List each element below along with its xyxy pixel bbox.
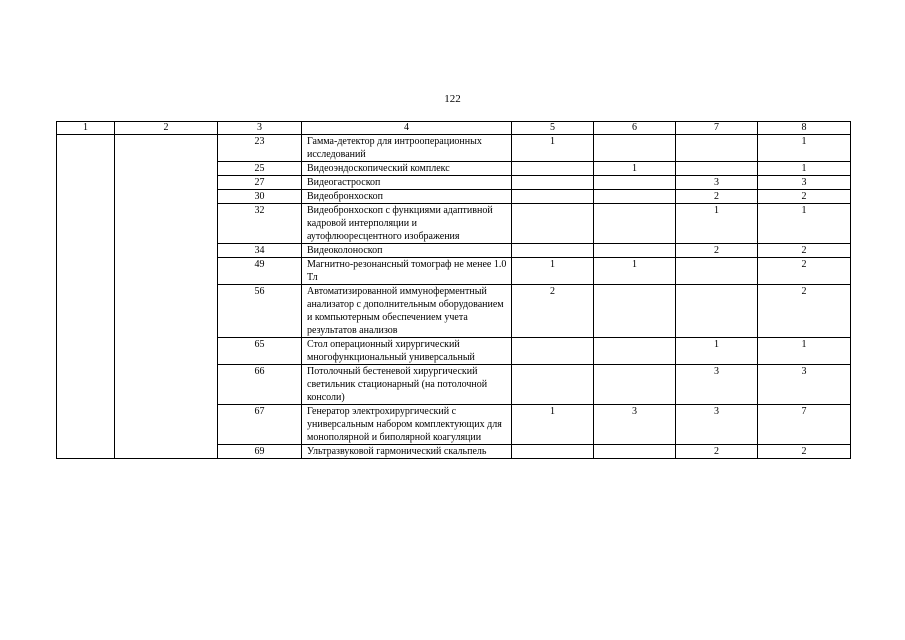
column-5-value: 2: [512, 285, 594, 338]
column-header: 6: [594, 122, 676, 135]
item-name-cell: Автоматизированной иммуноферментный анализатор с дополнительным оборудованием и компьютерным обеспечением учета результатов анализов: [302, 285, 512, 338]
column-5-value: [512, 445, 594, 459]
column-5-value: [512, 365, 594, 405]
column-6-value: [594, 176, 676, 190]
column-7-value: 3: [676, 365, 758, 405]
column-5-value: [512, 204, 594, 244]
item-name-cell: Видеобронхоскоп: [302, 190, 512, 204]
equipment-table: [56, 121, 851, 459]
column-6-value: [594, 365, 676, 405]
column-5-value: 1: [512, 405, 594, 445]
item-number-cell: 30: [218, 190, 302, 204]
column-header: 1: [57, 122, 115, 135]
item-number-cell: 56: [218, 285, 302, 338]
item-name-cell: Ультразвуковой гармонический скальпель: [302, 445, 512, 459]
column-6-value: [594, 445, 676, 459]
column-5-value: [512, 244, 594, 258]
column-5-value: [512, 162, 594, 176]
column-8-value: 1: [758, 338, 851, 365]
column-2-cell: [115, 135, 218, 459]
column-5-value: [512, 176, 594, 190]
column-7-value: [676, 258, 758, 285]
item-name-cell: Видеоэндоскопический комплекс: [302, 162, 512, 176]
item-number-cell: 25: [218, 162, 302, 176]
column-7-value: 3: [676, 405, 758, 445]
column-header: 7: [676, 122, 758, 135]
item-name-cell: Гамма-детектор для интрооперационных исследований: [302, 135, 512, 162]
column-5-value: [512, 338, 594, 365]
column-7-value: 2: [676, 244, 758, 258]
item-number-cell: 32: [218, 204, 302, 244]
column-5-value: 1: [512, 135, 594, 162]
page-number: 122: [444, 93, 461, 105]
column-6-value: 3: [594, 405, 676, 445]
column-6-value: [594, 135, 676, 162]
column-5-value: [512, 190, 594, 204]
item-name-cell: Видеобронхоскоп с функциями адаптивной кадровой интерполяции и аутофлюоресцентного изображения: [302, 204, 512, 244]
column-6-value: 1: [594, 258, 676, 285]
item-name-cell: Потолочный бестеневой хирургический светильник стационарный (на потолочной консоли): [302, 365, 512, 405]
item-name-cell: Стол операционный хирургический многофункциональный универсальный: [302, 338, 512, 365]
column-7-value: 2: [676, 445, 758, 459]
column-1-cell: [57, 135, 115, 459]
column-8-value: 7: [758, 405, 851, 445]
column-6-value: [594, 190, 676, 204]
column-header: 4: [302, 122, 512, 135]
column-8-value: 2: [758, 285, 851, 338]
column-8-value: 1: [758, 135, 851, 162]
table-row: [57, 135, 851, 162]
item-number-cell: 23: [218, 135, 302, 162]
column-8-value: 1: [758, 162, 851, 176]
column-8-value: 1: [758, 204, 851, 244]
column-7-value: 3: [676, 176, 758, 190]
column-7-value: [676, 162, 758, 176]
column-7-value: [676, 285, 758, 338]
item-number-cell: 69: [218, 445, 302, 459]
column-header: 8: [758, 122, 851, 135]
item-number-cell: 67: [218, 405, 302, 445]
column-8-value: 2: [758, 445, 851, 459]
item-name-cell: Магнитно-резонансный томограф не менее 1.0 Тл: [302, 258, 512, 285]
item-number-cell: 65: [218, 338, 302, 365]
column-5-value: 1: [512, 258, 594, 285]
column-6-value: [594, 244, 676, 258]
item-name-cell: Генератор электрохирургический с универсальным набором комплектующих для монополярной и биполярной коагуляции: [302, 405, 512, 445]
column-8-value: 2: [758, 190, 851, 204]
column-8-value: 3: [758, 176, 851, 190]
column-7-value: 1: [676, 338, 758, 365]
item-number-cell: 27: [218, 176, 302, 190]
column-header: 2: [115, 122, 218, 135]
column-header: 5: [512, 122, 594, 135]
column-7-value: [676, 135, 758, 162]
column-8-value: 3: [758, 365, 851, 405]
item-name-cell: Видеогастроскоп: [302, 176, 512, 190]
column-8-value: 2: [758, 258, 851, 285]
column-7-value: 2: [676, 190, 758, 204]
column-6-value: [594, 204, 676, 244]
item-number-cell: 49: [218, 258, 302, 285]
item-name-cell: Видеоколоноскоп: [302, 244, 512, 258]
column-6-value: 1: [594, 162, 676, 176]
column-8-value: 2: [758, 244, 851, 258]
column-7-value: 1: [676, 204, 758, 244]
header-row: [57, 122, 851, 135]
column-header: 3: [218, 122, 302, 135]
column-6-value: [594, 285, 676, 338]
item-number-cell: 34: [218, 244, 302, 258]
item-number-cell: 66: [218, 365, 302, 405]
column-6-value: [594, 338, 676, 365]
